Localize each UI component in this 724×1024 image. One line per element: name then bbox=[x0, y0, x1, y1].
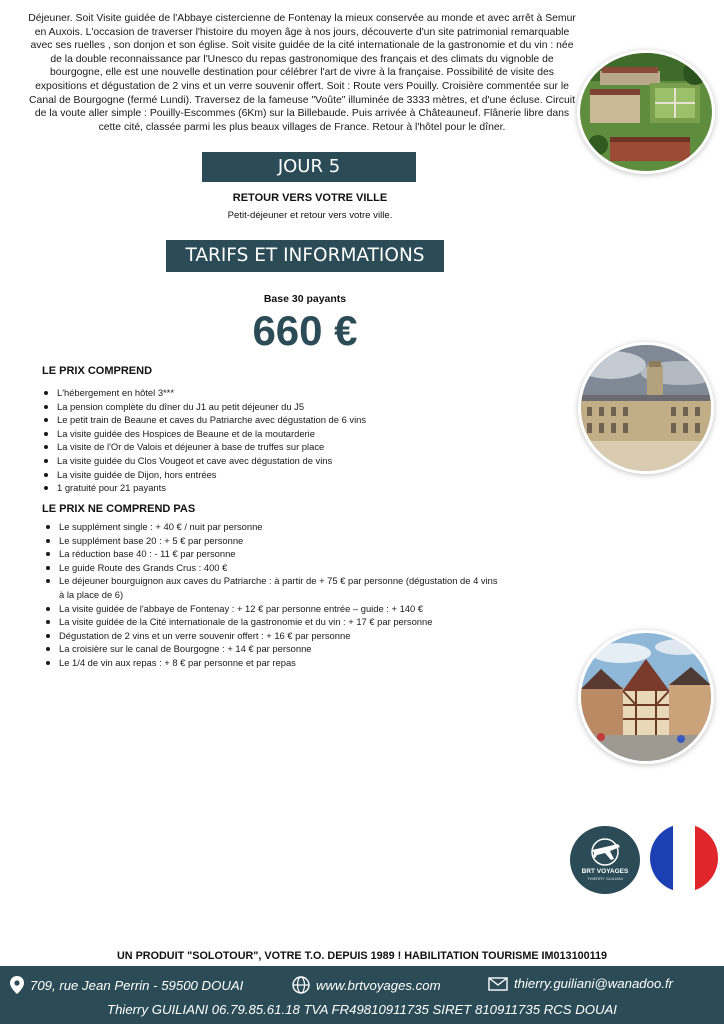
logo-name: BRT VOYAGES bbox=[581, 868, 629, 875]
old-town-photo bbox=[578, 630, 714, 764]
price-value: 660 € bbox=[252, 307, 358, 354]
excludes-item: La visite guidée de la Cité internationale de la gastronomie et du vin : + 17 € par personne bbox=[44, 615, 504, 629]
airplane-icon bbox=[570, 826, 640, 870]
price-base-label: Base 30 payants bbox=[263, 293, 347, 305]
globe-icon bbox=[292, 976, 310, 994]
day5-banner: JOUR 5 bbox=[202, 152, 416, 182]
includes-item: Le petit train de Beaune et caves du Patriarche avec dégustation de 6 vins bbox=[42, 413, 522, 427]
footer-email[interactable] bbox=[488, 976, 673, 991]
excludes-title: LE PRIX NE COMPREND PAS bbox=[42, 503, 196, 515]
excludes-item: Le supplément single : + 40 € / nuit par personne bbox=[44, 520, 504, 534]
excludes-item: Le 1/4 de vin aux repas : + 8 € par personne et par repas bbox=[44, 656, 504, 670]
excludes-item: La réduction base 40 : - 11 € par personne bbox=[44, 547, 504, 561]
excludes-item: Le guide Route des Grands Crus : 400 € bbox=[44, 561, 504, 575]
includes-title: LE PRIX COMPREND bbox=[42, 365, 153, 377]
excludes-item: Dégustation de 2 vins et un verre souvenir offert : + 16 € par personne bbox=[44, 629, 504, 643]
includes-item: 1 gratuité pour 21 payants bbox=[42, 481, 522, 495]
includes-item: La visite guidée des Hospices de Beaune et de la moutarderie bbox=[42, 427, 522, 441]
day5-text: Petit-déjeuner et retour vers votre ville. bbox=[227, 210, 393, 221]
includes-item: La pension complète du dîner du J1 au petit déjeuner du J5 bbox=[42, 400, 522, 414]
includes-list bbox=[42, 386, 522, 495]
abbey-photo bbox=[577, 50, 715, 174]
includes-item: La visite guidée du Clos Vougeot et cave avec dégustation de vins bbox=[42, 454, 522, 468]
includes-item: La visite guidée de Dijon, hors entrées bbox=[42, 468, 522, 482]
tarifs-banner: TARIFS ET INFORMATIONS bbox=[166, 240, 444, 272]
footer-email-text[interactable]: thierry.guiliani@wanadoo.fr bbox=[514, 976, 674, 991]
brt-voyages-logo bbox=[570, 826, 640, 894]
french-flag bbox=[650, 824, 718, 892]
excludes-item: Le déjeuner bourguignon aux caves du Patriarche : à partir de + 75 € par personne (dégustation de 4 vins à la place de 6) bbox=[44, 574, 504, 601]
tagline: UN PRODUIT "SOLOTOUR", VOTRE T.O. DEPUIS 1989 ! HABILITATION TOURISME IM013100119 bbox=[117, 950, 607, 962]
intro-paragraph: Déjeuner. Soit Visite guidée de l'Abbaye cistercienne de Fontenay la mieux conservée au monde et avec arrêt à Semur en Auxois. L'occasion de traverser l'histoire du moyen âge à nos jours, découverte d'un site patrimonial remarquable avec ses ruelles , son donjon et son église. Soit visite guidée de la cité internationale de la gastronomie et du vin : née de la double reconnaissance par l'Unesco du repas gastronomique des français et des climats du vignoble de bourgogne, elle est une nouvelle destination pour célébrer l'art de vivre à la française. Possibilité de visite des expositions et dégustation de 2 vins et un verre souvenir offert. Soit : Route vers Pouilly. Croisière commentée sur le Canal de Bourgogne (fermé Lundi). Traversez de la fameuse "Voûte" illuminée de 3333 mètres, et d'une écluse. Circuit de la voute aller simple : Pouilly-Escommes (6Km) sur la Billebaude. Puis arrivée à Châteauneuf. Flânerie libre dans cette cité, classée parmi les plus beaux villages de France. Retour à l'hôtel pour le dîner. bbox=[28, 13, 576, 133]
day5-title: RETOUR VERS VOTRE VILLE bbox=[232, 192, 388, 204]
dijon-palace-photo bbox=[578, 342, 714, 474]
logo-subtitle: THIERRY GUILIANI bbox=[587, 876, 623, 881]
footer-website[interactable] bbox=[292, 976, 441, 994]
location-pin-icon bbox=[10, 976, 24, 994]
excludes-item: La croisière sur le canal de Bourgogne : + 14 € par personne bbox=[44, 642, 504, 656]
footer-website-text[interactable]: www.brtvoyages.com bbox=[316, 977, 441, 993]
envelope-icon bbox=[488, 977, 508, 991]
excludes-list bbox=[44, 520, 504, 670]
footer-address-text: 709, rue Jean Perrin - 59500 DOUAI bbox=[30, 977, 244, 993]
excludes-item: La visite guidée de l'abbaye de Fontenay : + 12 € par personne entrée – guide : + 140 € bbox=[44, 602, 504, 616]
excludes-item: Le supplément base 20 : + 5 € par personne bbox=[44, 534, 504, 548]
includes-item: L'hébergement en hôtel 3*** bbox=[42, 386, 522, 400]
footer-address bbox=[10, 976, 243, 994]
footer-legal: Thierry GUILIANI 06.79.85.61.18 TVA FR49810911735 SIRET 810911735 RCS DOUAI bbox=[107, 1002, 617, 1017]
footer bbox=[0, 966, 724, 1024]
includes-item: La visite de l'Or de Valois et déjeuner à base de truffes sur place bbox=[42, 440, 522, 454]
